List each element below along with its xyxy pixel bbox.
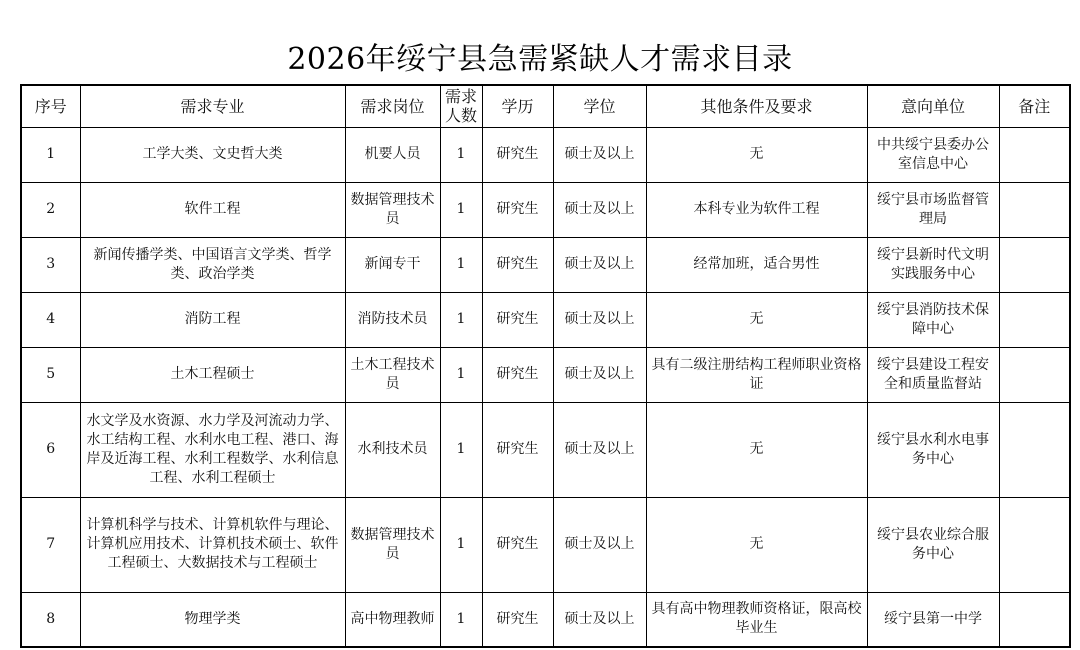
cell-degree: 硕士及以上 (553, 347, 646, 402)
cell-seq: 5 (21, 347, 80, 402)
cell-education: 研究生 (482, 182, 553, 237)
cell-major: 新闻传播学类、中国语言文学类、哲学类、政治学类 (80, 237, 345, 292)
table-row (21, 347, 1070, 402)
cell-education: 研究生 (482, 127, 553, 182)
cell-seq: 1 (21, 127, 80, 182)
cell-position: 机要人员 (345, 127, 440, 182)
cell-degree: 硕士及以上 (553, 237, 646, 292)
cell-degree: 硕士及以上 (553, 402, 646, 497)
cell-requirements: 本科专业为软件工程 (646, 182, 867, 237)
cell-unit: 绥宁县消防技术保障中心 (867, 292, 999, 347)
table-row (21, 237, 1070, 292)
cell-major: 计算机科学与技术、计算机软件与理论、计算机应用技术、计算机技术硕士、软件工程硕士、大数据技术与工程硕士 (80, 497, 345, 592)
table-row (21, 497, 1070, 592)
cell-unit: 绥宁县第一中学 (867, 592, 999, 647)
cell-major: 水文学及水资源、水力学及河流动力学、水工结构工程、水利水电工程、港口、海岸及近海工程、水利工程数学、水利信息工程、水利工程硕士 (80, 402, 345, 497)
cell-unit: 中共绥宁县委办公室信息中心 (867, 127, 999, 182)
cell-count: 1 (440, 497, 482, 592)
cell-education: 研究生 (482, 497, 553, 592)
cell-seq: 7 (21, 497, 80, 592)
cell-count: 1 (440, 347, 482, 402)
cell-position: 数据管理技术员 (345, 497, 440, 592)
cell-position: 消防技术员 (345, 292, 440, 347)
cell-remark (999, 497, 1070, 592)
cell-seq: 4 (21, 292, 80, 347)
header-requirements: 其他条件及要求 (646, 85, 867, 127)
cell-major: 土木工程硕士 (80, 347, 345, 402)
cell-major: 物理学类 (80, 592, 345, 647)
header-position: 需求岗位 (345, 85, 440, 127)
cell-major: 消防工程 (80, 292, 345, 347)
cell-requirements: 具有高中物理教师资格证，限高校毕业生 (646, 592, 867, 647)
cell-position: 土木工程技术员 (345, 347, 440, 402)
cell-position: 高中物理教师 (345, 592, 440, 647)
cell-count: 1 (440, 402, 482, 497)
cell-seq: 2 (21, 182, 80, 237)
cell-seq: 6 (21, 402, 80, 497)
cell-remark (999, 182, 1070, 237)
cell-education: 研究生 (482, 592, 553, 647)
cell-remark (999, 347, 1070, 402)
header-count: 需求人数 (440, 85, 482, 127)
cell-requirements: 无 (646, 497, 867, 592)
cell-degree: 硕士及以上 (553, 497, 646, 592)
cell-unit: 绥宁县新时代文明实践服务中心 (867, 237, 999, 292)
header-degree: 学位 (553, 85, 646, 127)
cell-count: 1 (440, 237, 482, 292)
table-row (21, 182, 1070, 237)
cell-unit: 绥宁县水利水电事务中心 (867, 402, 999, 497)
header-remark: 备注 (999, 85, 1070, 127)
talent-demand-table (20, 84, 1071, 648)
header-seq: 序号 (21, 85, 80, 127)
cell-degree: 硕士及以上 (553, 127, 646, 182)
cell-count: 1 (440, 592, 482, 647)
cell-requirements: 无 (646, 127, 867, 182)
cell-unit: 绥宁县市场监督管理局 (867, 182, 999, 237)
table-header-row (21, 85, 1070, 127)
cell-major: 工学大类、文史哲大类 (80, 127, 345, 182)
table-row (21, 292, 1070, 347)
table-row (21, 127, 1070, 182)
cell-education: 研究生 (482, 237, 553, 292)
cell-count: 1 (440, 182, 482, 237)
cell-unit: 绥宁县建设工程安全和质量监督站 (867, 347, 999, 402)
cell-requirements: 经常加班，适合男性 (646, 237, 867, 292)
cell-seq: 8 (21, 592, 80, 647)
cell-remark (999, 592, 1070, 647)
cell-remark (999, 127, 1070, 182)
cell-remark (999, 292, 1070, 347)
cell-count: 1 (440, 127, 482, 182)
cell-requirements: 具有二级注册结构工程师职业资格证 (646, 347, 867, 402)
cell-degree: 硕士及以上 (553, 292, 646, 347)
cell-position: 数据管理技术员 (345, 182, 440, 237)
cell-position: 新闻专干 (345, 237, 440, 292)
cell-education: 研究生 (482, 292, 553, 347)
table-row (21, 592, 1070, 647)
cell-degree: 硕士及以上 (553, 182, 646, 237)
cell-seq: 3 (21, 237, 80, 292)
cell-education: 研究生 (482, 347, 553, 402)
cell-major: 软件工程 (80, 182, 345, 237)
cell-count: 1 (440, 292, 482, 347)
cell-remark (999, 237, 1070, 292)
header-unit: 意向单位 (867, 85, 999, 127)
cell-position: 水利技术员 (345, 402, 440, 497)
page-title: 2026年绥宁县急需紧缺人才需求目录 (287, 42, 793, 77)
cell-degree: 硕士及以上 (553, 592, 646, 647)
cell-remark (999, 402, 1070, 497)
header-major: 需求专业 (80, 85, 345, 127)
header-education: 学历 (482, 85, 553, 127)
table-row (21, 402, 1070, 497)
cell-requirements: 无 (646, 402, 867, 497)
cell-education: 研究生 (482, 402, 553, 497)
cell-requirements: 无 (646, 292, 867, 347)
cell-unit: 绥宁县农业综合服务中心 (867, 497, 999, 592)
